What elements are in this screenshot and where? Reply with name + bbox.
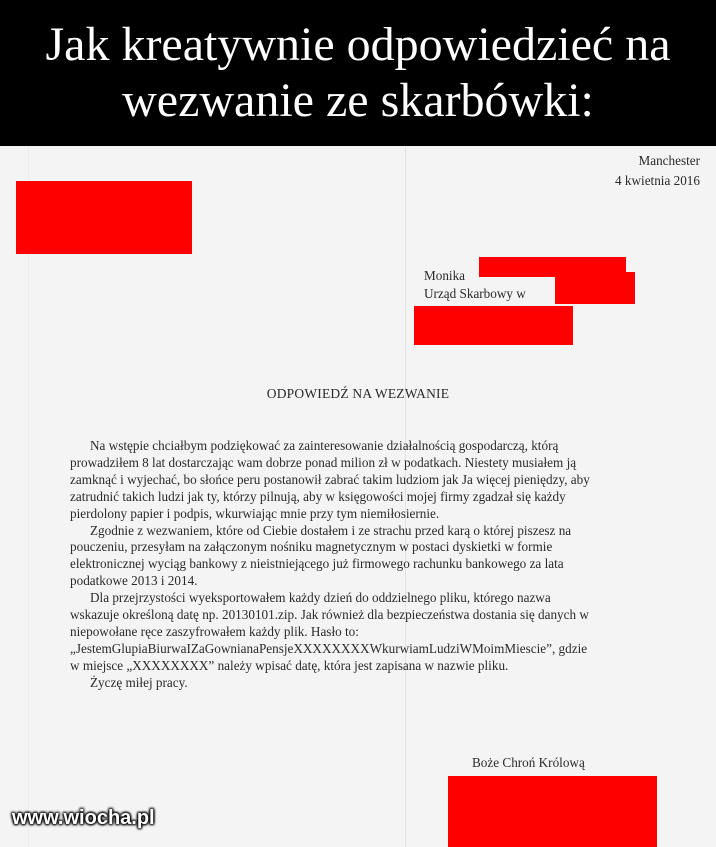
letter-line: Na wstępie chciałbym podziękować za zainteresowanie działalnością gospodarczą, którą xyxy=(90,438,559,453)
recipient-office: Urząd Skarbowy w xyxy=(424,286,526,301)
header-line-2: wezwanie ze skarbówki: xyxy=(122,74,594,127)
header-line-1: Jak kreatywnie odpowiedzieć na xyxy=(45,18,671,71)
letter-line: wskazuje określoną datę np. 20130101.zip. Jak również dla bezpieczeństwa dostania się danych w xyxy=(70,607,589,623)
letter-title: ODPOWIEDŹ NA WEZWANIE xyxy=(266,386,450,401)
letter-line: Zgodnie z wezwaniem, które od Ciebie dostałem i ze strachu przed karą o której piszesz na xyxy=(90,522,572,538)
redacted-sender-block xyxy=(16,181,192,254)
redacted-signature xyxy=(448,776,657,847)
letter-line: w miejsce „XXXXXXXX” należy wpisać datę, która jest zapisana w nazwie pliku. xyxy=(70,657,509,673)
letter-closing: Boże Chroń Królową xyxy=(472,755,585,770)
letter-line: zamknąć i wyjechać, bo słońce peru postanowił zabrać takim ludziom jak Ja więcej pieniędzy, aby xyxy=(70,471,590,487)
letter-line: pierdolony papier i podpis, wkurwiając mnie przy tym niemiłosiernie. xyxy=(70,505,440,521)
letter-line: Życzę miłej pracy. xyxy=(90,674,188,690)
recipient-name: Monika xyxy=(424,268,466,283)
scanned-letter xyxy=(0,146,716,847)
letter-place: Manchester xyxy=(638,153,700,168)
redacted-office-address xyxy=(414,306,573,345)
letter-line: niepowołane ręce zaszyfrowałem każdy plik. Hasło to: xyxy=(70,623,359,639)
letter-line: zatrudnić takich ludzi jak ty, którzy pilnują, aby w księgowości mojej firmy zgadzał się każdy xyxy=(70,488,566,504)
letter-line: Dla przejrzystości wyeksportowałem każdy dzień do oddzielnego pliku, którego nazwa xyxy=(90,590,551,606)
letter-body xyxy=(50,438,670,692)
letter-line: elektronicznej wyciąg bankowy z nieistniejącego już firmowego rachunku bankowego za lata xyxy=(70,556,564,572)
letter-date: 4 kwietnia 2016 xyxy=(615,173,700,188)
site-watermark: www.wiocha.pl xyxy=(12,807,155,829)
letter-line: pouczeniu, przesyłam na załączonym nośniku magnetycznym w postaci dyskietki w formie xyxy=(70,539,553,555)
letter-line: podatkowe 2013 i 2014. xyxy=(70,573,198,589)
letter-line: „JestemGlupiaBiurwaIZaGownianaPensjeXXXXXXXXWkurwiamLudziWMoimMiescie”, gdzie xyxy=(70,640,588,656)
redacted-office-city xyxy=(555,272,635,304)
meme-header xyxy=(0,0,716,146)
letter-line: prowadziłem 8 lat dostarczając wam dobrze ponad milion zł w podatkach. Niestety musiałem ją xyxy=(70,454,577,470)
